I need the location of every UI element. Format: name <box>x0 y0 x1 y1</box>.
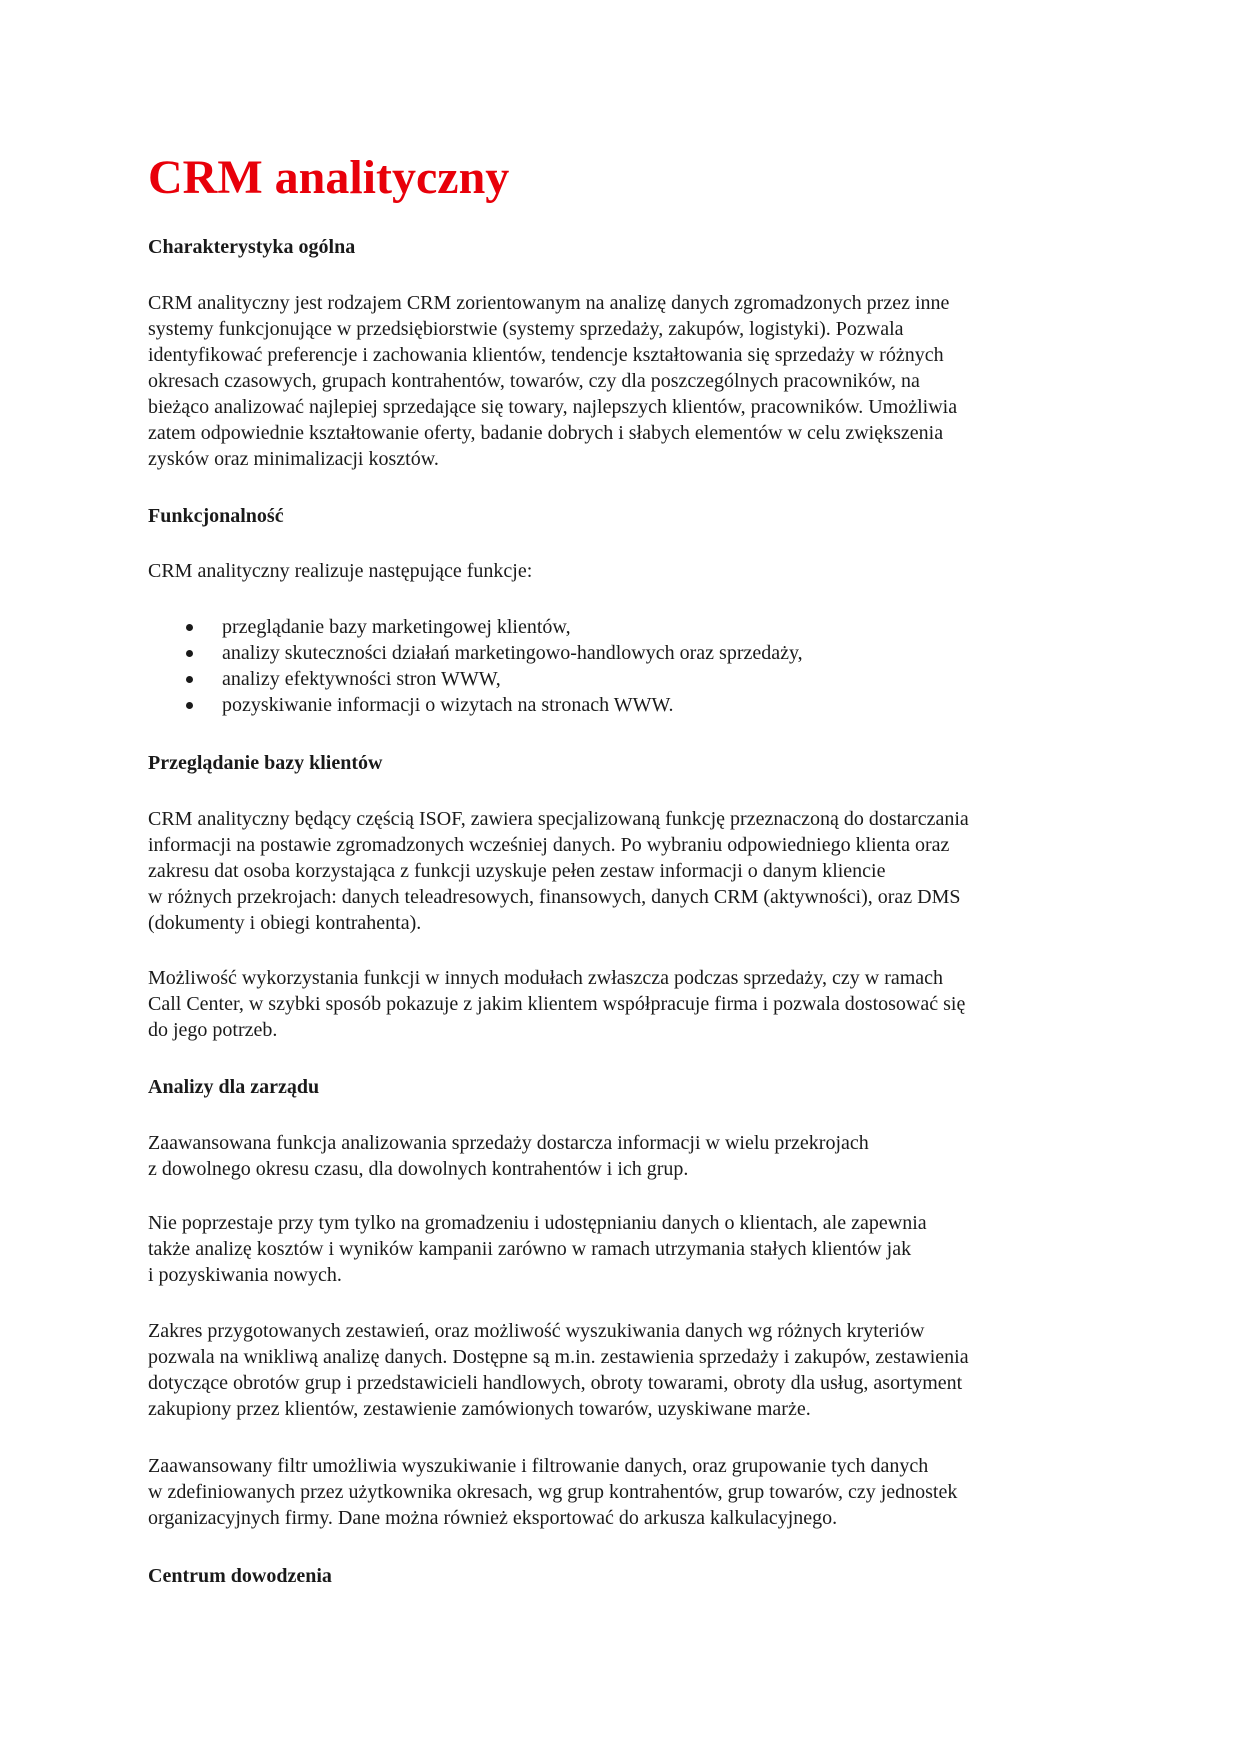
bullet-icon <box>186 702 193 709</box>
list-item <box>148 640 803 666</box>
text-line: w różnych przekrojach: danych teleadresowych, finansowych, danych CRM (aktywności), oraz DMS <box>148 886 961 908</box>
list-item <box>148 614 803 640</box>
text-line: okresach czasowych, grupach kontrahentów, towarów, czy dla poszczególnych pracowników, na <box>148 370 920 392</box>
document-title: CRM analityczny <box>148 151 510 204</box>
heading-funkcjonalnosc: Funkcjonalność <box>148 505 284 527</box>
text-line: zysków oraz minimalizacji kosztów. <box>148 448 439 470</box>
text-line: i pozyskiwania nowych. <box>148 1264 342 1286</box>
bullet-icon <box>186 676 193 683</box>
paragraph-przegladanie-2 <box>148 965 965 1043</box>
list-item <box>148 692 803 718</box>
paragraph-funkcje-intro <box>148 558 532 584</box>
text-line: Call Center, w szybki sposób pokazuje z jakim klientem współpracuje firma i pozwala dostosować się <box>148 993 966 1015</box>
bullet-icon <box>186 650 193 657</box>
text-line: identyfikować preferencje i zachowania klientów, tendencje kształtowania się sprzedaży w różnych <box>148 344 944 366</box>
text-line: Zaawansowana funkcja analizowania sprzedaży dostarcza informacji w wielu przekrojach <box>148 1132 869 1154</box>
bullet-icon <box>186 624 193 631</box>
paragraph-zarzad-4 <box>148 1453 957 1531</box>
text-line: zakupiony przez klientów, zestawienie zamówionych towarów, uzyskiwane marże. <box>148 1398 811 1420</box>
list-item-text: przeglądanie bazy marketingowej klientów, <box>222 616 571 638</box>
text-line: zakresu dat osoba korzystająca z funkcji uzyskuje pełen zestaw informacji o danym kliencie <box>148 860 886 882</box>
list-item <box>148 666 803 692</box>
text-line: w zdefiniowanych przez użytkownika okresach, wg grup kontrahentów, grup towarów, czy jednostek <box>148 1481 958 1503</box>
text-line: zatem odpowiednie kształtowanie oferty, badanie dobrych i słabych elementów w celu zwiększenia <box>148 422 944 444</box>
text-line: systemy funkcjonujące w przedsiębiorstwie (systemy sprzedaży, zakupów, logistyki). Pozwala <box>148 318 904 340</box>
text-line: informacji na postawie zgromadzonych wcześniej danych. Po wybraniu odpowiedniego klienta oraz <box>148 834 950 856</box>
text-line: dotyczące obrotów grup i przedstawicieli handlowych, obroty towarami, obroty dla usług, asortyment <box>148 1372 963 1394</box>
text-line: Możliwość wykorzystania funkcji w innych modułach zwłaszcza podczas sprzedaży, czy w ramach <box>148 967 944 989</box>
text-line: CRM analityczny będący częścią ISOF, zawiera specjalizowaną funkcję przeznaczoną do dostarczania <box>148 808 969 830</box>
list-item-text: analizy skuteczności działań marketingowo-handlowych oraz sprzedaży, <box>222 642 803 664</box>
text-line: CRM analityczny realizuje następujące funkcje: <box>148 560 533 582</box>
text-line: Nie poprzestaje przy tym tylko na gromadzeniu i udostępnianiu danych o klientach, ale zapewnia <box>148 1212 927 1234</box>
text-line: organizacyjnych firmy. Dane można również eksportować do arkusza kalkulacyjnego. <box>148 1507 838 1529</box>
heading-zarzad: Analizy dla zarządu <box>148 1076 320 1098</box>
heading-przegladanie: Przeglądanie bazy klientów <box>148 752 383 774</box>
text-line: Zaawansowany filtr umożliwia wyszukiwanie i filtrowanie danych, oraz grupowanie tych danych <box>148 1455 929 1477</box>
paragraph-zarzad-1 <box>148 1130 869 1182</box>
paragraph-zarzad-2 <box>148 1210 927 1288</box>
text-line: także analizę kosztów i wyników kampanii zarówno w ramach utrzymania stałych klientów jak <box>148 1238 912 1260</box>
text-line: CRM analityczny jest rodzajem CRM zorientowanym na analizę danych zgromadzonych przez inne <box>148 292 950 314</box>
paragraph-zarzad-3 <box>148 1318 969 1422</box>
text-line: pozwala na wnikliwą analizę danych. Dostępne są m.in. zestawienia sprzedaży i zakupów, zestawienia <box>148 1346 969 1368</box>
text-line: Zakres przygotowanych zestawień, oraz możliwość wyszukiwania danych wg różnych kryteriów <box>148 1320 925 1342</box>
function-list <box>148 614 803 718</box>
list-item-text: analizy efektywności stron WWW, <box>222 668 501 690</box>
text-line: (dokumenty i obiegi kontrahenta). <box>148 912 422 934</box>
text-line: z dowolnego okresu czasu, dla dowolnych kontrahentów i ich grup. <box>148 1158 689 1180</box>
heading-charakterystyka: Charakterystyka ogólna <box>148 236 356 258</box>
paragraph-charakterystyka <box>148 290 957 472</box>
heading-centrum: Centrum dowodzenia <box>148 1565 332 1587</box>
paragraph-przegladanie-1 <box>148 806 969 936</box>
text-line: bieżąco analizować najlepiej sprzedające się towary, najlepszych klientów, pracowników. Umożliwia <box>148 396 958 418</box>
text-line: do jego potrzeb. <box>148 1019 278 1041</box>
list-item-text: pozyskiwanie informacji o wizytach na stronach WWW. <box>222 694 674 716</box>
